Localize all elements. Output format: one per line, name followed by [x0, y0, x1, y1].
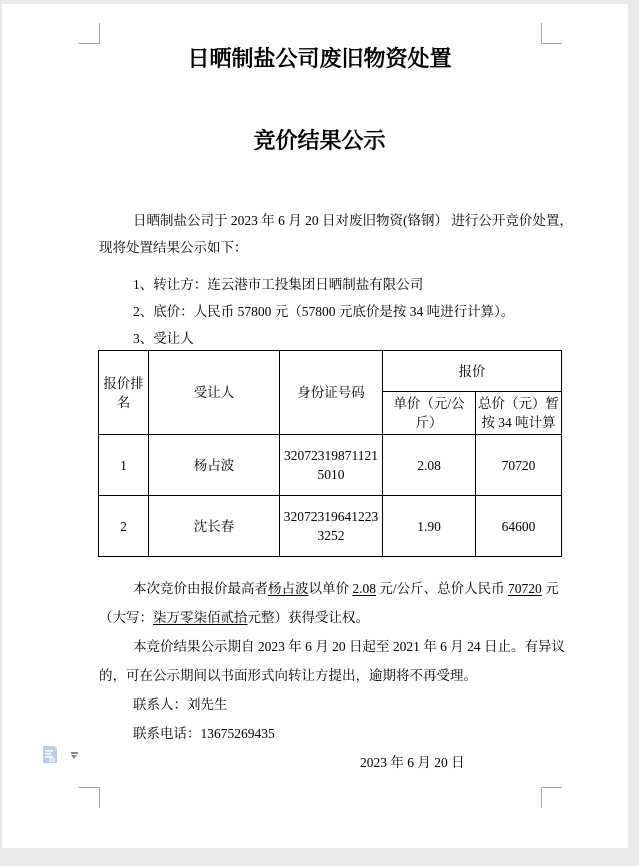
cell-total-price: 70720: [476, 435, 562, 496]
result-prefix: 本次竞价由报价最高者: [133, 581, 268, 596]
margin-crop-mark-top-right: [541, 23, 562, 44]
notice-line-2: 的，可在公示期间以书面形式向转让方提出，逾期将不再受理。: [99, 668, 477, 683]
bid-results-table: [98, 350, 562, 557]
cell-transferee-name: 杨占波: [149, 435, 280, 496]
table-header-total-price: 总价（元）暂按 34 吨计算: [476, 392, 562, 435]
result-line-1: [99, 574, 569, 603]
table-header-unit-price: 单价（元/公斤）: [383, 392, 476, 435]
caps-prefix: （大写：: [99, 610, 153, 625]
notice-line-1: 本竞价结果公示期自 2023 年 6 月 20 日起至 2021 年 6 月 24 日止。有异议: [133, 639, 565, 654]
table-header-transferee: 受让人: [149, 351, 280, 435]
margin-crop-mark-bottom-right: [541, 787, 562, 808]
intro-line-2: 现将处置结果公示如下：: [99, 240, 248, 255]
document-date: 2023 年 6 月 20 日: [360, 755, 465, 770]
table-header-rank: 报价排名: [99, 351, 149, 435]
list-item-transferor: 1、转让方：连云港市工投集团日晒制盐有限公司: [133, 277, 424, 292]
margin-crop-mark-bottom-left: [79, 787, 100, 808]
intro-line-1: 日晒制盐公司于 2023 年 6 月 20 日对废旧物资(铬钢） 进行公开竞价处置，: [133, 213, 573, 228]
cell-rank: 2: [99, 496, 149, 557]
table-row: [99, 435, 562, 496]
total-price-underlined: 70720: [508, 581, 542, 596]
winner-name-underlined: 杨占波: [268, 581, 309, 596]
list-item-base-price: 2、底价：人民币 57800 元（57800 元底价是按 34 吨进行计算）。: [133, 304, 515, 319]
paste-options-button[interactable]: [40, 744, 84, 768]
cell-id-number: 320723196412233252: [280, 496, 383, 557]
cell-unit-price: 1.90: [383, 496, 476, 557]
intro-paragraph: [99, 207, 573, 261]
result-mid1: 以单价: [308, 581, 353, 596]
result-mid2: 元/公斤、总价人民币: [376, 581, 509, 596]
numbered-items: [99, 271, 559, 352]
result-line-2: [99, 603, 569, 632]
table-row: [99, 496, 562, 557]
caps-suffix: 元整）获得受让权。: [247, 610, 369, 625]
chevron-down-icon[interactable]: [70, 752, 79, 760]
closing-paragraphs: [99, 574, 569, 777]
cell-unit-price: 2.08: [383, 435, 476, 496]
margin-crop-mark-top-left: [79, 23, 100, 44]
cell-total-price: 64600: [476, 496, 562, 557]
result-suffix: 元: [541, 581, 559, 596]
table-header-id-number: 身份证号码: [280, 351, 383, 435]
list-item-transferee: 3、受让人: [133, 331, 194, 346]
table-header-quote-group: 报价: [383, 351, 562, 392]
cell-rank: 1: [99, 435, 149, 496]
contact-person: 联系人：刘先生: [133, 697, 228, 712]
document-title-line2: 竞价结果公示: [253, 128, 386, 153]
unit-price-underlined: 2.08: [352, 581, 376, 596]
cell-transferee-name: 沈长春: [149, 496, 280, 557]
clipboard-paste-options-icon: [40, 744, 60, 766]
cell-id-number: 320723198711215010: [280, 435, 383, 496]
document-title-line1: 日晒制盐公司废旧物资处置: [187, 46, 452, 71]
amount-in-words-underlined: 柒万零柒佰贰拾: [153, 610, 248, 625]
contact-phone: 联系电话：13675269435: [133, 726, 275, 741]
